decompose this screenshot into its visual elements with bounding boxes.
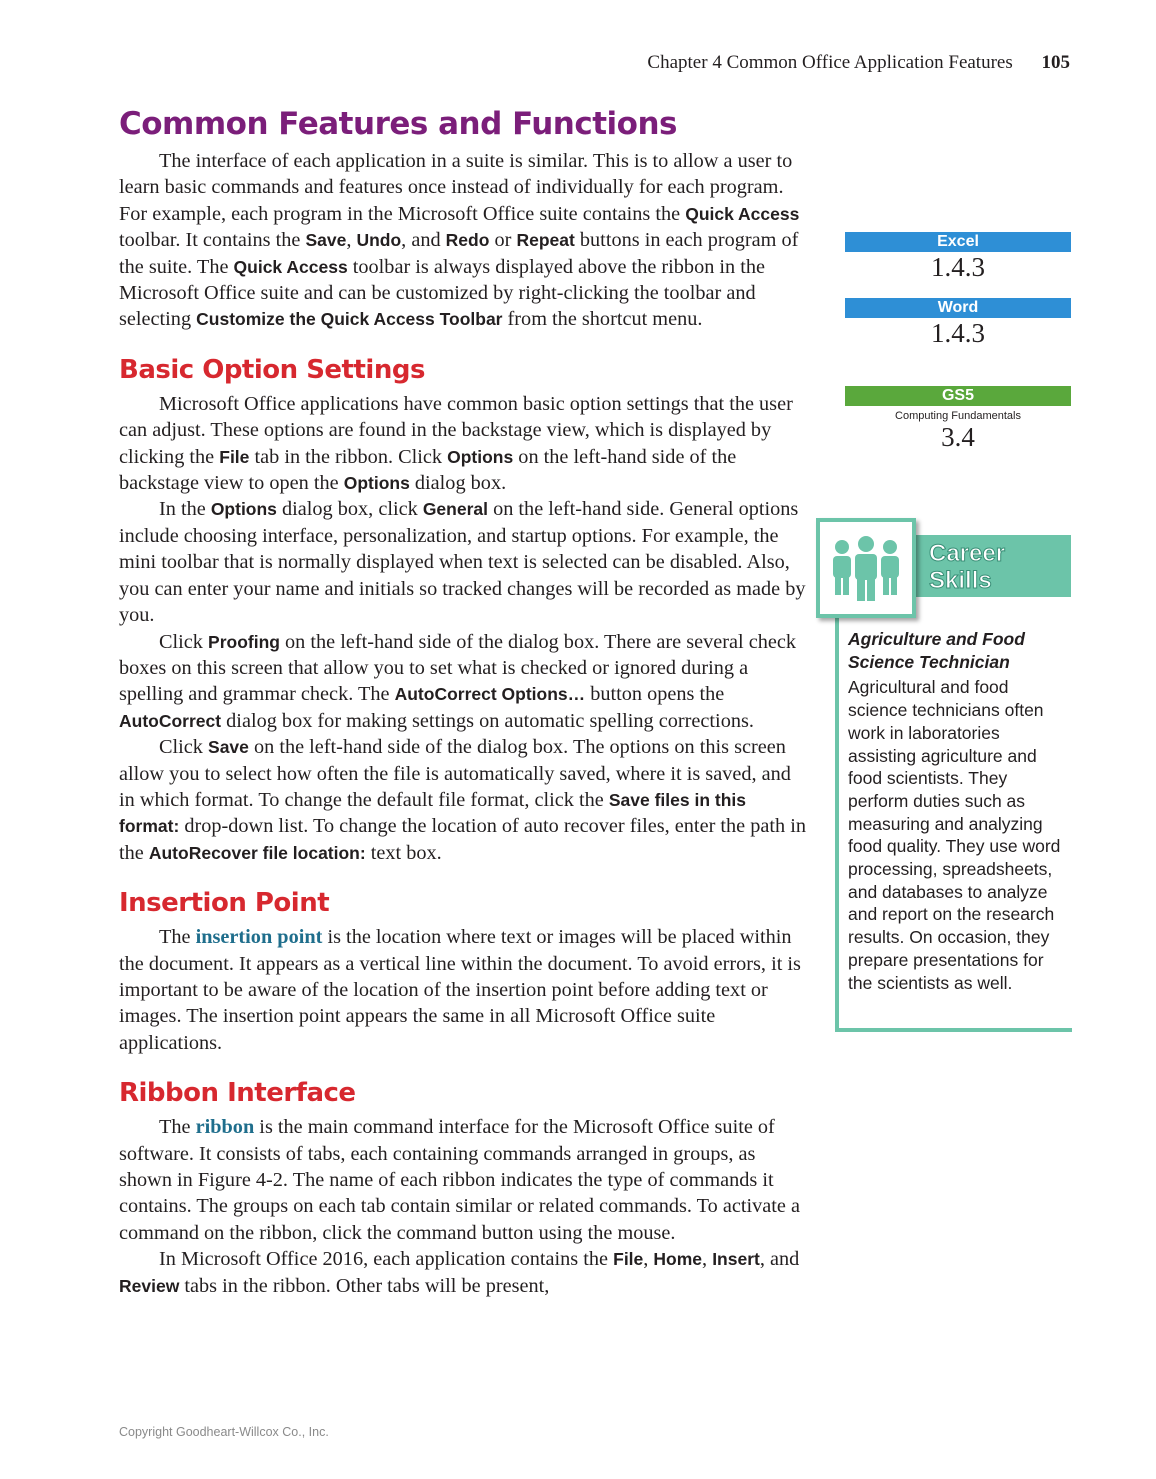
correlation-label: Word (845, 298, 1071, 318)
basic-paragraph-1: Microsoft Office applications have common basic option settings that the user can adjust. These options are found in the backstage view, which is displayed by clicking the File tab in the ribbon. Click Options on the left-hand side of the backstage view to open the Options dialog box. (119, 392, 793, 495)
insertion-paragraph: The insertion point is the location where text or images will be placed within the document. It appears as a vertical line within the document. To avoid errors, it is important to be aware of the location of the insertion point before adding text or images. The insertion point appears the same in all Microsoft Office suite applications. (119, 926, 801, 1054)
career-border-left (835, 618, 839, 1032)
correlation-number: 1.4.3 (931, 318, 985, 348)
copyright-footer: Copyright Goodheart-Willcox Co., Inc. (119, 1425, 329, 1439)
key-term-ribbon: ribbon (195, 1116, 255, 1139)
career-description-text: Agricultural and food science technicians often work in laboratories assisting agriculture and food scientists. They perform duties such as measuring and analyzing food quality. They use word processing, spreadsheets, and databases to analyze and report on the research results. On occasion, they prepare presentations for the scientists as well. (848, 677, 1061, 993)
key-term-insertion-point: insertion point (195, 926, 323, 949)
running-head (647, 52, 1070, 74)
correlation-word (845, 298, 1071, 348)
basic-paragraph-4: Click Save on the left-hand side of the dialog box. The options on this screen allow you to select how often the file is automatically saved, where it is saved, and in which format. To change the default file format, click the Save files in this format: drop-down list. To change the location of auto recover files, enter the path in the AutoRecover file location: text box. (119, 736, 807, 864)
page-number: 105 (1041, 52, 1070, 73)
correlation-gs5 (845, 386, 1071, 452)
correlation-label: Excel (845, 232, 1071, 252)
ribbon-paragraph-2: In Microsoft Office 2016, each application contains the File, Home, Insert, and Review tabs in the ribbon. Other tabs will be present, (119, 1248, 800, 1297)
intro-paragraph: The interface of each application in a suite is similar. This is to allow a user to learn basic commands and features once instead of individually for each program. For example, each program in the Microsoft Office suite contains the Quick Access toolbar. It contains the Save, Undo, and Redo or Repeat buttons in each program of the suite. The Quick Access toolbar is always displayed above the ribbon in the Microsoft Office suite and can be customized by right-clicking the toolbar and selecting Customize the Quick Access Toolbar from the shortcut menu. (119, 150, 800, 331)
career-skills-title: Career Skills (929, 540, 1006, 594)
career-job-title: Agriculture and Food Science Technician (848, 629, 1025, 672)
heading-insertion-point: Insertion Point (119, 888, 330, 919)
chapter-title: Chapter 4 Common Office Application Features (647, 52, 1013, 73)
main-column (119, 106, 809, 1299)
career-skills-box (816, 518, 1072, 1032)
basic-paragraph-3: Click Proofing on the left-hand side of the dialog box. There are several check boxes on this screen that allow you to set what is checked or ignored during a spelling and grammar check. The AutoCorrect Options… button opens the AutoCorrect dialog box for making settings on automatic spelling corrections. (119, 630, 796, 732)
section-title: Common Features and Functions (119, 106, 678, 142)
people-group-icon (816, 518, 916, 618)
correlation-number: 1.4.3 (931, 252, 985, 282)
correlation-number: 3.4 (941, 422, 975, 452)
ribbon-paragraph-1: The ribbon is the main command interface for the Microsoft Office suite of software. It consists of tabs, each containing commands arranged in groups, as shown in Figure 4-2. The name of each ribbon indicates the type of commands it contains. The groups on each tab contain similar or related commands. To activate a command on the ribbon, click the command button using the mouse. (119, 1116, 800, 1244)
correlation-excel (845, 232, 1071, 282)
heading-basic-option-settings: Basic Option Settings (119, 354, 425, 385)
heading-ribbon-interface: Ribbon Interface (119, 1078, 356, 1109)
basic-paragraph-2: In the Options dialog box, click General on the left-hand side. General options include choosing interface, personalization, and startup options. For example, the mini toolbar that is normally displayed when text is selected can be disabled. Also, you can enter your name and initials so tracked changes will be recorded as made by you. (119, 498, 806, 627)
career-border-bottom (835, 1028, 1072, 1032)
correlation-label: GS5 (845, 386, 1071, 406)
correlation-subtitle: Computing Fundamentals (895, 410, 1021, 422)
career-description (848, 628, 1070, 994)
